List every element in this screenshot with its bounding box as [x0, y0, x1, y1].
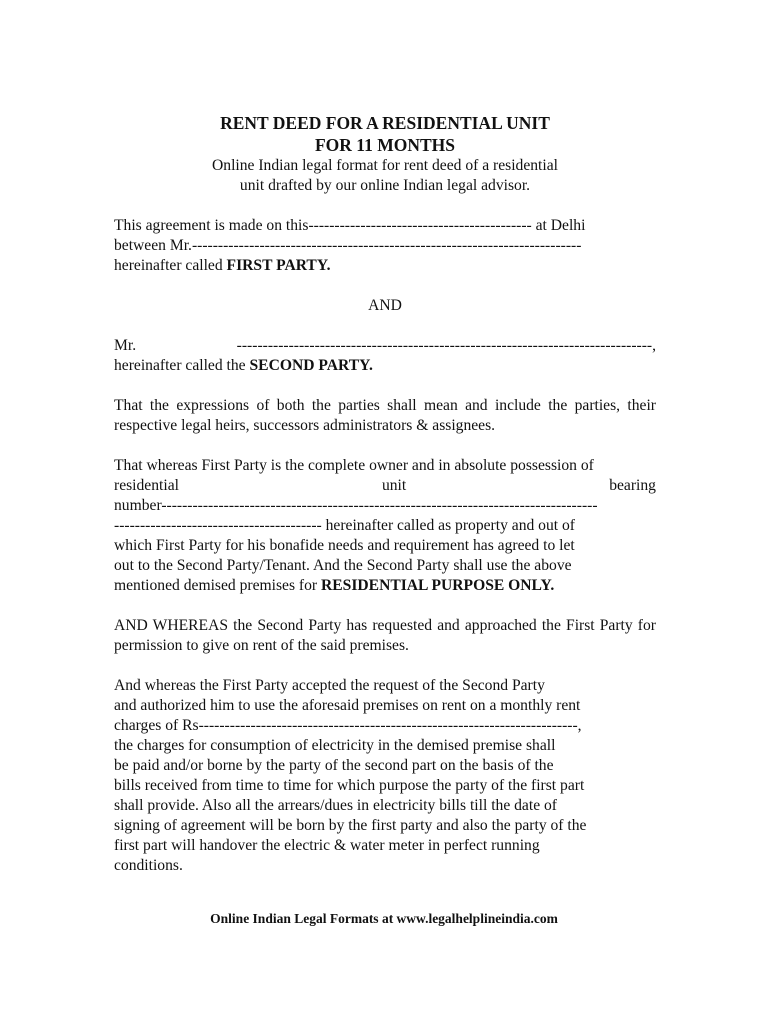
- rent-line-6: bills received from time to time for which purpose the party of the first part: [114, 777, 585, 794]
- second-party-line-2: [114, 356, 656, 376]
- ownership-word-bearing: bearing: [609, 477, 656, 494]
- document-title: [114, 112, 656, 156]
- page-footer: Online Indian Legal Formats at www.legalhelplineindia.com: [210, 911, 558, 926]
- title-line-2: FOR 11 MONTHS: [314, 135, 455, 155]
- paragraph-second-party: [114, 336, 656, 376]
- first-party-label: FIRST PARTY.: [226, 257, 331, 274]
- second-party-label: SECOND PARTY.: [249, 357, 373, 374]
- and-separator: AND: [368, 297, 402, 314]
- paragraph-agreement: [114, 216, 656, 276]
- second-party-line-2-text: hereinafter called the: [114, 357, 250, 374]
- agreement-line-2: between Mr.---------------------------------------------------------------------------: [114, 237, 582, 254]
- agreement-line-3-text: hereinafter called: [114, 257, 227, 274]
- ownership-line-5: which First Party for his bonafide needs and requirement has agreed to let: [114, 537, 575, 554]
- document-subtitle: [114, 156, 656, 196]
- paragraph-request: AND WHEREAS the Second Party has requested and approached the First Party for permission to give on rent of the said premises.: [114, 617, 656, 654]
- paragraph-expressions: That the expressions of both the parties shall mean and include the parties, their respective legal heirs, successors administrators & assignees.: [114, 397, 656, 434]
- ownership-line-4: ---------------------------------------- hereinafter called as property and out of: [114, 517, 575, 534]
- rent-line-4: the charges for consumption of electricity in the demised premise shall: [114, 737, 556, 754]
- paragraph-rent-charges: [114, 676, 656, 876]
- second-party-blank: --------------------------------------------------------------------------------,: [236, 337, 656, 354]
- rent-line-5: be paid and/or borne by the party of the second part on the basis of the: [114, 757, 554, 774]
- mr-label: Mr.: [114, 337, 137, 354]
- rent-line-10: conditions.: [114, 857, 183, 874]
- paragraph-ownership: [114, 456, 656, 596]
- rent-line-3: charges of Rs-------------------------------------------------------------------------,: [114, 717, 582, 734]
- rent-line-8: signing of agreement will be born by the first party and also the party of the: [114, 817, 587, 834]
- document-body: [114, 112, 656, 876]
- ownership-line-7-text: mentioned demised premises for: [114, 577, 321, 594]
- rent-line-2: and authorized him to use the aforesaid premises on rent on a monthly rent: [114, 697, 581, 714]
- ownership-word-unit: unit: [381, 477, 407, 494]
- subtitle-line-2: unit drafted by our online Indian legal advisor.: [239, 177, 531, 194]
- rent-line-1: And whereas the First Party accepted the request of the Second Party: [114, 677, 545, 694]
- rent-line-9: first part will handover the electric & water meter in perfect running: [114, 837, 540, 854]
- ownership-line-7: [114, 576, 656, 596]
- ownership-line-1: That whereas First Party is the complete owner and in absolute possession of: [114, 457, 594, 474]
- agreement-line-3: [114, 256, 656, 276]
- subtitle-line-1: Online Indian legal format for rent deed of a residential: [212, 157, 558, 174]
- second-party-line-1: [114, 336, 656, 356]
- agreement-line-1: This agreement is made on this------------------------------------------- at Delhi: [114, 217, 586, 234]
- title-line-1: RENT DEED FOR A RESIDENTIAL UNIT: [220, 113, 550, 133]
- ownership-line-2: [114, 476, 656, 496]
- ownership-word-residential: residential: [114, 477, 179, 494]
- rent-line-7: shall provide. Also all the arrears/dues in electricity bills till the date of: [114, 797, 557, 814]
- residential-purpose-label: RESIDENTIAL PURPOSE ONLY.: [321, 577, 555, 594]
- ownership-line-6: out to the Second Party/Tenant. And the Second Party shall use the above: [114, 557, 572, 574]
- ownership-line-3: number------------------------------------------------------------------------------------: [114, 497, 598, 514]
